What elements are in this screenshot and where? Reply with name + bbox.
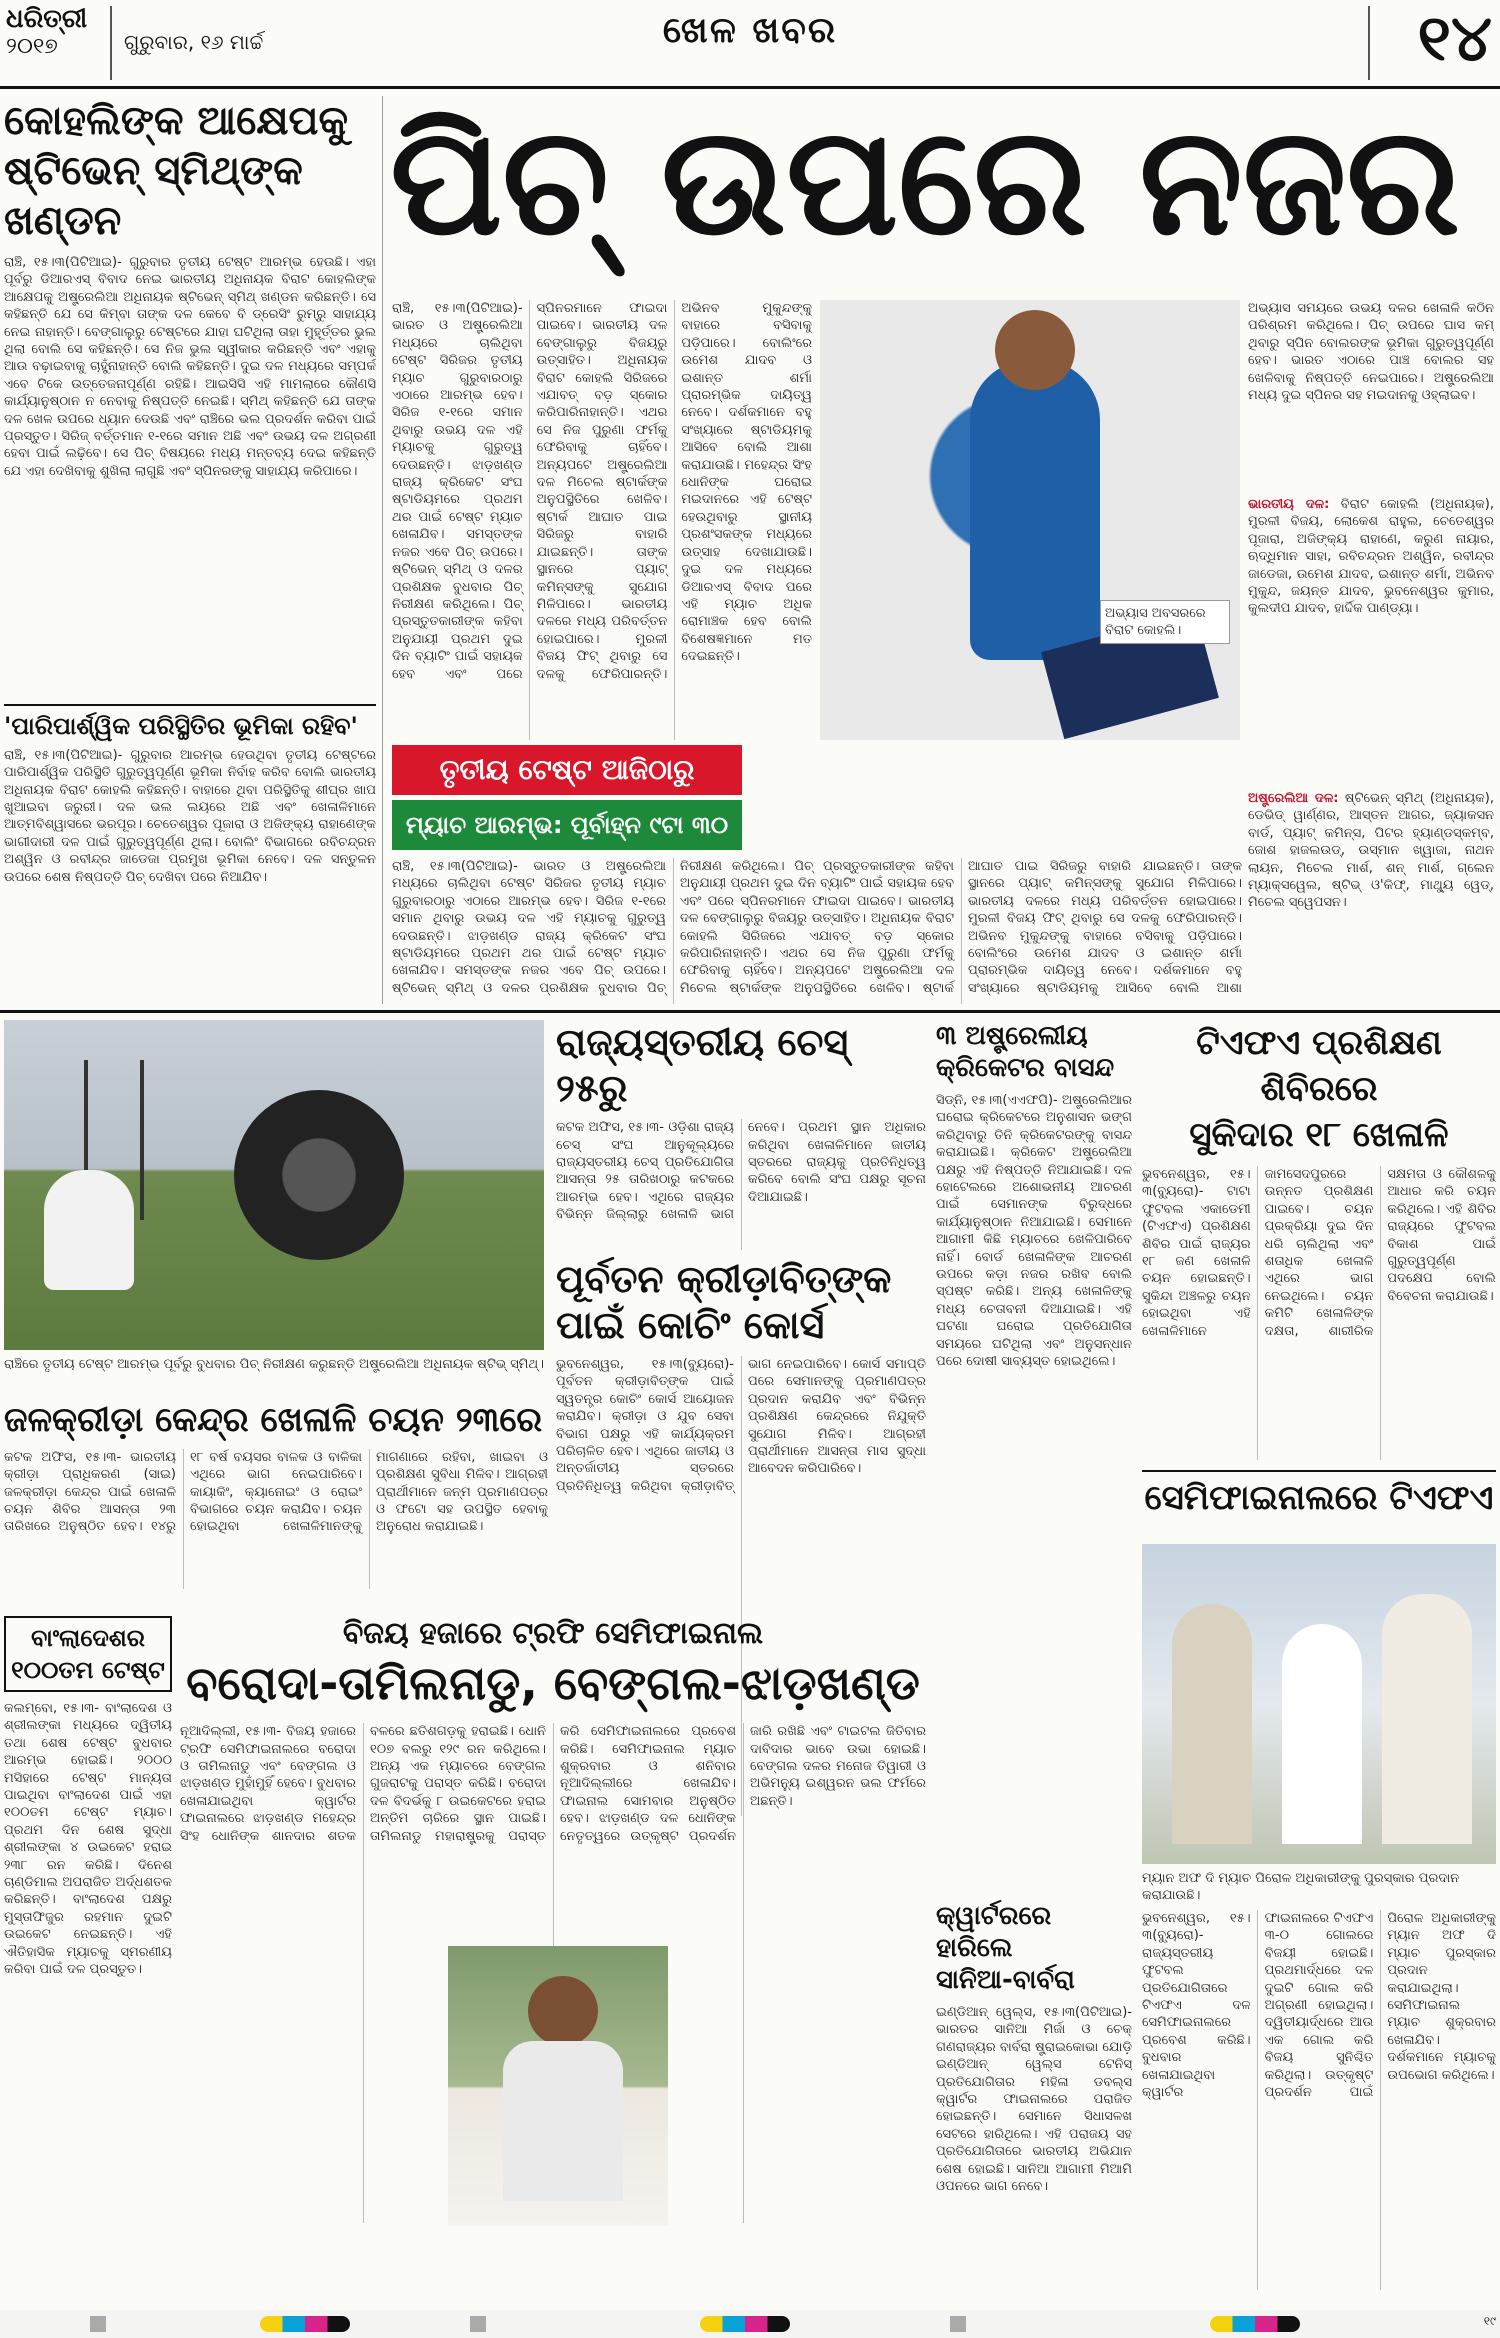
left-column-rule (382, 96, 383, 1004)
masthead-divider-left (110, 6, 112, 80)
semifinal-player-left (1172, 1604, 1252, 1844)
tifa-camp-headline (1142, 1020, 1496, 1158)
vijay-hazare-headline: ବରୋଦା-ତାମିଲନାଡୁ, ବେଙ୍ଗଲ-ଝାଡ଼ଖଣ୍ଡ (186, 1656, 920, 1710)
semifinal-player-center (1282, 1624, 1362, 1844)
tifa-camp-headline-line1: ଟିଏଫଏ ପ୍ରଶିକ୍ଷଣ ଶିବିରରେ (1196, 1023, 1442, 1109)
semifinal-headline: ସେମିଫାଇନାଲରେ ଟିଏଫଏ (1142, 1470, 1496, 1519)
newspaper-name: ଧରିତ୍ରୀ (6, 4, 88, 34)
kohli-smith-story (4, 96, 376, 1008)
vijay-hazare-story (180, 1616, 926, 2300)
page-number: ୧୪ (1417, 2, 1492, 76)
semifinal-body: ଭୁବନେଶ୍ୱର, ୧୫।୩(ବ୍ୟୁରୋ)- ରାଜ୍ୟସ୍ତରୀୟ ଫୁଟବଲ ପ୍ରତିଯୋଗିତାରେ ଟିଏଫଏ ଦଳ ସେମିଫାଇନାଲରେ ପ୍ରବେଶ କରିଛି। ବୁଧବାର ଖେଳାଯାଇଥିବା କ୍ୱାର୍ଟର ଫାଇନାଲରେ ଟିଏଫଏ ୩-୦ ଗୋଲରେ ବିଜୟୀ ହୋଇଛି। ପ୍ରଥମାର୍ଦ୍ଧରେ ଦଳ ଦୁଇଟି ଗୋଲ କରି ଅଗ୍ରଣୀ ହୋଇଥିଲା। ଦ୍ୱିତୀୟାର୍ଦ୍ଧରେ ଆଉ ଏକ ଗୋଲ କରି ବିଜୟ ସୁନିଶ୍ଚିତ କରିଥିଲା। ଉତ୍କୃଷ୍ଟ ପ୍ରଦର୍ଶନ ପାଇଁ ପିରୋଳ ଅଧିକାରୀଙ୍କୁ ମ୍ୟାନ ଅଫ ଦି ମ୍ୟାଚ ପୁରସ୍କାର ପ୍ରଦାନ କରାଯାଇଥିଲା। ସେମିଫାଇନାଲ ମ୍ୟାଚ ଶୁକ୍ରବାର ଖେଳାଯିବ। ଦର୍ଶକମାନେ ମ୍ୟାଚକୁ ଉପଭୋଗ କରିଥିଲେ। (1142, 1911, 1496, 2101)
bangladesh-headline-line2: ୧୦୦ତମ ଟେଷ୍ଟ (11, 1656, 165, 1684)
coaching-body: ଭୁବନେଶ୍ୱର, ୧୫।୩(ବ୍ୟୁରୋ)- ପୂର୍ବତନ କ୍ରୀଡ଼ାବିତ୍‌ଙ୍କ ପାଇଁ ସ୍ୱତନ୍ତ୍ର କୋଚିଂ କୋର୍ସ ଆୟୋଜନ କରାଯିବ। କ୍ରୀଡ଼ା ଓ ଯୁବ ସେବା ବିଭାଗ ପକ୍ଷରୁ ଏହି କାର୍ଯ୍ୟକ୍ରମ ପରିଚାଳିତ ହେବ। ଏଥିରେ ଜାତୀୟ ଓ ଅନ୍ତର୍ଜାତୀୟ ସ୍ତରରେ ପ୍ରତିନିଧିତ୍ୱ କରିଥିବା କ୍ରୀଡ଼ାବିତ୍ ଭାଗ ନେଇପାରିବେ। କୋର୍ସ ସମାପ୍ତି ପରେ ସେମାନଙ୍କୁ ପ୍ରମାଣପତ୍ର ପ୍ରଦାନ କରାଯିବ ଏବଂ ବିଭିନ୍ନ ପ୍ରଶିକ୍ଷଣ କେନ୍ଦ୍ରରେ ନିଯୁକ୍ତି ସୁଯୋଗ ମିଳିବ। ଆଗ୍ରହୀ ପ୍ରାର୍ଥୀମାନେ ଆସନ୍ତା ମାସ ସୁଦ୍ଧା ଆବେଦନ କରିପାରିବେ। (556, 1357, 926, 1494)
aus-squad-label: ଅଷ୍ଟ୍ରେଲିଆ ଦଳ: (1248, 791, 1339, 806)
masthead-rule (0, 86, 1500, 89)
test-banner-green (392, 800, 742, 850)
pitch-photo (4, 1020, 544, 1350)
aus-squad (1248, 790, 1494, 1004)
dhoni-photo (448, 1946, 668, 2226)
kohli-smith-headline-line1: କୋହଲିଙ୍କ ଆକ୍ଷେପକୁ (4, 98, 349, 144)
cricketer-ban-headline (936, 1020, 1132, 1084)
lead-body2: ଅଭ୍ୟାସ ସମୟରେ ଉଭୟ ଦଳର ଖେଳାଳି କଠିନ ପରିଶ୍ରମ କରିଥିଲେ। ପିଚ୍ ଉପରେ ଘାସ କମ୍ ଥିବାରୁ ସ୍ପିନ ବୋଲରଙ୍କ ଭୂମିକା ଗୁରୁତ୍ୱପୂର୍ଣ୍ଣ ହେବ। ଭାରତ ଏଠାରେ ପାଞ୍ଚ ବୋଲର ସହ ଖେଳିବାକୁ ନିଷ୍ପତ୍ତି ନେଇପାରେ। ଅଷ୍ଟ୍ରେଲିଆ ମଧ୍ୟ ଦୁଇ ସ୍ପିନର ସହ ମଇଦାନକୁ ଓହ୍ଲାଇବ। (1248, 301, 1494, 404)
tifa-camp-headline-line2: ସୁକିଦାର ୧୮ ଖେଳାଳି (1189, 1115, 1449, 1155)
coaching-headline-line1: ପୂର୍ବତନ କ୍ରୀଡ଼ାବିତ୍‌ଙ୍କ (556, 1257, 892, 1301)
bangladesh-headline (4, 1616, 172, 1692)
semifinal-photo-caption: ମ୍ୟାନ ଅଫ ଦି ମ୍ୟାଚ ପିରୋଳ ଅଧିକାରୀଙ୍କୁ ପୁରସ୍କାର ପ୍ରଦାନ କରାଯାଉଛି। (1142, 1871, 1460, 1903)
masthead-left (6, 4, 106, 84)
kohli-figure (970, 360, 1100, 660)
sania-story (936, 1900, 1132, 2300)
kohli-smith-headline-line2: ଷ୍ଟିଭେନ୍ ସ୍ମିଥ୍‌ଙ୍କ ଖଣ୍ଡନ (4, 148, 303, 244)
sania-headline (936, 1900, 1132, 1996)
issue-date: ଗୁରୁବାର, ୧୬ ମାର୍ଚ୍ଚ (124, 30, 264, 54)
coaching-headline-line2: ପାଇଁ କୋଚିଂ କୋର୍ସ (556, 1303, 825, 1347)
chess-headline: ରାଜ୍ୟସ୍ତରୀୟ ଚେସ୍ ୨୫ରୁ (556, 1020, 849, 1110)
newspaper-year: ୨୦୧୭ (6, 34, 58, 59)
cricketer-ban-headline-line2: କ୍ରିକେଟର ବାସନ୍ଦ (936, 1053, 1115, 1083)
aus-squad-list: ଷ୍ଟିଭେନ୍ ସ୍ମିଥ୍ (ଅଧିନାୟକ), ଡେଭିଡ୍ ୱାର୍ଣ୍ଣର, ଆସ୍ତନ ଆଗର, ଜ୍ୟାକସନ ବାର୍ଡ, ପ୍ୟାଟ୍ କମିନ୍ସ, ପିଟର ହ୍ୟାଣ୍ଡସ୍କମ୍ବ, ଜୋଶ ହାଜଲଉଡ୍, ଉସ୍ମାନ ଖ୍ୱାଜା, ନାଥନ ଲାୟନ, ମିଚେଲ ମାର୍ଶ, ଶନ୍ ମାର୍ଶ, ଗ୍ଲେନ ମ୍ୟାକ୍ସୱେଲ, ଷ୍ଟିଭ୍ ଓ'କିଫ୍, ମାଥ୍ୟୁ ୱେଡ୍, ମିଚେଲ ସ୍ୱେପସନ। (1248, 791, 1494, 911)
kohli-head (995, 310, 1075, 390)
footer-gray-block-1 (90, 2316, 106, 2332)
roller-shape (234, 1090, 404, 1260)
semifinal-story (1142, 1470, 1496, 2300)
kohli-smith-body2: ରାଞ୍ଚି, ୧୫।୩(ପିଟିଆଇ)- ଗୁରୁବାର ଆରମ୍ଭ ହେଉଥିବା ତୃତୀୟ ଟେଷ୍ଟରେ ପାରିପାର୍ଶ୍ୱିକ ପରିସ୍ଥିତି ଗୁରୁତ୍ୱପୂର୍ଣ୍ଣ ଭୂମିକା ନିର୍ବାହ କରିବ ବୋଲି ଭାରତୀୟ ଅଧିନାୟକ ବିରାଟ କୋହଲି କହିଛନ୍ତି। ବାହାରେ ଥିବା ପରିସ୍ଥିତିକୁ ଶୀଘ୍ର ଖାପ ଖୁଆଇବା ଜରୁରୀ। ଦଳ ଭଲ ଲୟରେ ଅଛି ଏବଂ ଖେଳାଳିମାନେ ଆତ୍ମବିଶ୍ୱାସରେ ଭରପୂର। ଚେତେଶ୍ୱର ପୂଜାରା ଓ ଅଜିଙ୍କ୍ୟ ରାହାଣେଙ୍କ ଭାଗୀଦାରୀ ଦଳ ପାଇଁ ଗୁରୁତ୍ୱପୂର୍ଣ୍ଣ ଥିଲା। ବୋଲିଂ ବିଭାଗରେ ରବିଚନ୍ଦ୍ରନ ଅଶ୍ୱିନ ଓ ରବୀନ୍ଦ୍ର ଜାଡେଜା ପ୍ରମୁଖ ଭୂମିକା ନେବେ। ଦଳ ସନ୍ତୁଳନ ଉପରେ ଶେଷ ନିଷ୍ପତ୍ତି ପିଚ୍ ଦେଖିବା ପରେ ନିଆଯିବ। (4, 747, 376, 885)
semifinal-player-right (1382, 1594, 1472, 1844)
bangladesh-body: କଲମ୍ବୋ, ୧୫।୩- ବାଂଲାଦେଶ ଓ ଶ୍ରୀଲଙ୍କା ମଧ୍ୟରେ ଦ୍ୱିତୀୟ ତଥା ଶେଷ ଟେଷ୍ଟ ବୁଧବାର ଆରମ୍ଭ ହୋଇଛି। ୨୦୦୦ ମସିହାରେ ଟେଷ୍ଟ ମାନ୍ୟତା ପାଇଥିବା ବାଂଲାଦେଶ ପାଇଁ ଏହା ୧୦୦ତମ ଟେଷ୍ଟ ମ୍ୟାଚ। ପ୍ରଥମ ଦିନ ଶେଷ ସୁଦ୍ଧା ଶ୍ରୀଲଙ୍କା ୪ ଉଇକେଟ ହରାଇ ୨୩୮ ରନ କରିଛି। ଦିନେଶ ଚାଣ୍ଡିମାଲ ଅପରାଜିତ ଅର୍ଦ୍ଧଶତକ କରିଛନ୍ତି। ବାଂଲାଦେଶ ପକ୍ଷରୁ ମୁସ୍ତାଫିଜୁର ରହମାନ ଦୁଇଟି ଉଇକେଟ ନେଇଛନ୍ତି। ଏହି ଐତିହାସିକ ମ୍ୟାଚକୁ ସ୍ମରଣୀୟ କରିବା ପାଇଁ ଦଳ ପ୍ରସ୍ତୁତ। (4, 1701, 172, 1978)
section-title: ଖେଳ ଖବର (662, 10, 838, 51)
dhoni-body (503, 2041, 623, 2201)
water-sports-body: କଟକ ଅଫିସ, ୧୫।୩- ଭାରତୀୟ କ୍ରୀଡ଼ା ପ୍ରାଧିକରଣ (ସାଇ) ଜଳକ୍ରୀଡ଼ା କେନ୍ଦ୍ର ପାଇଁ ଖେଳାଳି ଚୟନ ଶିବିର ଆସନ୍ତା ୨୩ ତାରିଖରେ ଅନୁଷ୍ଠିତ ହେବ। ୧୪ରୁ ୧୮ ବର୍ଷ ବୟସର ବାଳକ ଓ ବାଳିକା ଏଥିରେ ଭାଗ ନେଇପାରିବେ। କାୟାକିଂ, କ୍ୟାନୋଇଂ ଓ ରୋଇଂ ବିଭାଗରେ ଚୟନ କରାଯିବ। ଚୟନ ହୋଇଥିବା ଖେଳାଳିମାନଙ୍କୁ ମାଗଣାରେ ରହିବା, ଖାଇବା ଓ ପ୍ରଶିକ୍ଷଣ ସୁବିଧା ମିଳିବ। ଆଗ୍ରହୀ ପ୍ରାର୍ଥୀମାନେ ଜନ୍ମ ପ୍ରମାଣପତ୍ର ଓ ଫଟୋ ସହ ଉପସ୍ଥିତ ହେବାକୁ ଅନୁରୋଧ କରାଯାଇଛି। (4, 1449, 548, 1535)
tifa-camp-story (1142, 1020, 1496, 1460)
sania-headline-line1: କ୍ୱାର୍ଟରରେ ହାରିଲେ (936, 1901, 1052, 1963)
cricketer-ban-headline-line1: ୩ ଅଷ୍ଟ୍ରେଲୀୟ (936, 1021, 1088, 1051)
kohli-photo (820, 300, 1240, 740)
test-banner-green-text: ମ୍ୟାଚ ଆରମ୍ଭ: ପୂର୍ବାହ୍ନ ୯ଟା ୩୦ (405, 811, 729, 839)
footer-gray-block-2 (470, 2316, 486, 2332)
masthead (0, 0, 1500, 88)
kohli-smith-headline (4, 96, 376, 246)
bangladesh-headline-line1: ବାଂଲାଦେଶର (31, 1624, 145, 1652)
footer-gray-block-3 (950, 2316, 966, 2332)
bangladesh-story (4, 1616, 172, 2300)
footer-page-mark: ୧୯ (1483, 2314, 1496, 2328)
cricketer-ban-story (936, 1020, 1132, 1900)
india-squad-list: ବିରାଟ କୋହଲି (ଅଧିନାୟକ), ମୁରଳୀ ବିଜୟ, ଲୋକେଶ ରାହୁଲ, ଚେତେଶ୍ୱର ପୂଜାରା, ଅଜିଙ୍କ୍ୟ ରାହାଣେ, କରୁଣ ନାୟାର, ଋଦ୍ଧିମାନ ସାହା, ରବିଚନ୍ଦ୍ରନ ଅଶ୍ୱିନ, ରବୀନ୍ଦ୍ର ଜାଡେଜା, ଉମେଶ ଯାଦବ, ଇଶାନ୍ତ ଶର୍ମା, ଅଭିନବ ମୁକୁନ୍ଦ, ଜୟନ୍ତ ଯାଦବ, ଭୁବନେଶ୍ୱର କୁମାର, କୁଲଦୀପ ଯାଦବ, ହାର୍ଦ୍ଦିକ ପାଣ୍ଡ୍ୟା। (1248, 497, 1494, 617)
dhoni-head (528, 1976, 598, 2046)
sania-headline-line2: ସାନିଆ-ବାର୍ବରା (936, 1965, 1075, 1995)
lead-body: ରାଞ୍ଚି, ୧୫।୩(ପିଟିଆଇ)- ଭାରତ ଓ ଅଷ୍ଟ୍ରେଲିଆ ମଧ୍ୟରେ ଚାଲିଥିବା ଟେଷ୍ଟ ସିରିଜର ତୃତୀୟ ମ୍ୟାଚ ଗୁରୁବାରଠାରୁ ଏଠାରେ ଆରମ୍ଭ ହେବ। ସିରିଜ ୧-୧ରେ ସମାନ ଥିବାରୁ ଉଭୟ ଦଳ ଏହି ମ୍ୟାଚକୁ ଗୁରୁତ୍ୱ ଦେଉଛନ୍ତି। ଝାଡ଼ଖଣ୍ଡ ରାଜ୍ୟ କ୍ରିକେଟ ସଂଘ ଷ୍ଟାଡିୟମରେ ପ୍ରଥମ ଥର ପାଇଁ ଟେଷ୍ଟ ମ୍ୟାଚ ଖେଳାଯିବ। ସମସ୍ତଙ୍କ ନଜର ଏବେ ପିଚ୍ ଉପରେ। ଷ୍ଟିଭେନ୍ ସ୍ମିଥ୍ ଓ ଦଳର ପ୍ରଶିକ୍ଷକ ବୁଧବାର ପିଚ୍ ନିରୀକ୍ଷଣ କରିଥିଲେ। ପିଚ୍ ପ୍ରସ୍ତୁତକାରୀଙ୍କ କହିବା ଅନୁଯାୟୀ ପ୍ରଥମ ଦୁଇ ଦିନ ବ୍ୟାଟିଂ ପାଇଁ ସହାୟକ ହେବ ଏବଂ ପରେ ସ୍ପିନରମାନେ ଫାଇଦା ପାଇବେ। ଭାରତୀୟ ଦଳ ବେଙ୍ଗାଲୁରୁ ବିଜୟରୁ ଉତ୍ସାହିତ। ଅଧିନାୟକ ବିରାଟ କୋହଲି ସିରିଜରେ ଏଯାବତ୍ ବଡ଼ ସ୍କୋର କରିପାରିନାହାନ୍ତି। ଏଥର ସେ ନିଜ ପୁରୁଣା ଫର୍ମକୁ ଫେରିବାକୁ ଚାହିଁବେ। ଅନ୍ୟପଟେ ଅଷ୍ଟ୍ରେଲିଆ ଦଳ ମିଚେଲ ଷ୍ଟାର୍କଙ୍କ ଅନୁପସ୍ଥିତିରେ ଖେଳିବ। ଷ୍ଟାର୍କ ଆଘାତ ପାଇ ସିରିଜରୁ ବାହାରି ଯାଇଛନ୍ତି। ତାଙ୍କ ସ୍ଥାନରେ ପ୍ୟାଟ୍ କମିନ୍ସଙ୍କୁ ସୁଯୋଗ ମିଳିପାରେ। ଭାରତୀୟ ଦଳରେ ମଧ୍ୟ ପରିବର୍ତ୍ତନ ହୋଇପାରେ। ମୁରଳୀ ବିଜୟ ଫିଟ୍ ଥିବାରୁ ସେ ଦଳକୁ ଫେରିପାରନ୍ତି। ଅଭିନବ ମୁକୁନ୍ଦଙ୍କୁ ବାହାରେ ବସିବାକୁ ପଡ଼ିପାରେ। ବୋଲିଂରେ ଉମେଶ ଯାଦବ ଓ ଇଶାନ୍ତ ଶର୍ମା ପ୍ରାରମ୍ଭିକ ଦାୟିତ୍ୱ ନେବେ। ଦର୍ଶକମାନେ ବହୁ ସଂଖ୍ୟାରେ ଷ୍ଟାଡିୟମକୁ ଆସିବେ ବୋଲି ଆଶା କରାଯାଉଛି। ମହେନ୍ଦ୍ର ସିଂହ ଧୋନିଙ୍କ ଘରୋଇ ମଇଦାନରେ ଏହି ଟେଷ୍ଟ ହେଉଥିବାରୁ ସ୍ଥାନୀୟ ପ୍ରଶଂସକଙ୍କ ମଧ୍ୟରେ ଉତ୍ସାହ ଦେଖାଯାଉଛି। ଦୁଇ ଦଳ ମଧ୍ୟରେ ଡିଆରଏସ୍ ବିବାଦ ପରେ ଏହି ମ୍ୟାଚ ଅଧିକ ରୋମାଞ୍ଚକ ହେବ ବୋଲି ବିଶେଷଜ୍ଞମାନେ ମତ ଦେଇଛନ୍ତି। (392, 301, 812, 682)
footer-color-dots-3 (1210, 2316, 1300, 2332)
water-sports-headline: ଜଳକ୍ରୀଡ଼ା କେନ୍ଦ୍ର ଖେଳାଳି ଚୟନ ୨୩ରେ (4, 1400, 543, 1440)
lead-headline: ପିଚ୍ ଉପରେ ନଜର (390, 96, 1460, 269)
footer-registration-bar (0, 2310, 1500, 2338)
vijay-hazare-kicker: ବିଜୟ ହଜାରେ ଟ୍ରଫି ସେମିଫାଇନାଲ (342, 1616, 764, 1651)
pitch-photo-caption: ରାଞ୍ଚିରେ ତୃତୀୟ ଟେଷ୍ଟ ଆରମ୍ଭ ପୂର୍ବରୁ ବୁଧବାର ପିଚ୍ ନିରୀକ୍ଷଣ କରୁଛନ୍ତି ଅଷ୍ଟ୍ରେଲିଆ ଅଧିନାୟକ ଷ୍ଟିଭ୍ ସ୍ମିଥ୍। (4, 1357, 544, 1372)
test-banner-red (392, 745, 742, 795)
kohli-smith-subhead: 'ପାରିପାର୍ଶ୍ୱିକ ପରିସ୍ଥିତିର ଭୂମିକା ରହିବ' (4, 704, 376, 741)
lead-body-continued: ରାଞ୍ଚି, ୧୫।୩(ପିଟିଆଇ)- ଭାରତ ଓ ଅଷ୍ଟ୍ରେଲିଆ ମଧ୍ୟରେ ଚାଲିଥିବା ଟେଷ୍ଟ ସିରିଜର ତୃତୀୟ ମ୍ୟାଚ ଗୁରୁବାରଠାରୁ ଏଠାରେ ଆରମ୍ଭ ହେବ। ସିରିଜ ୧-୧ରେ ସମାନ ଥିବାରୁ ଉଭୟ ଦଳ ଏହି ମ୍ୟାଚକୁ ଗୁରୁତ୍ୱ ଦେଉଛନ୍ତି। ଝାଡ଼ଖଣ୍ଡ ରାଜ୍ୟ କ୍ରିକେଟ ସଂଘ ଷ୍ଟାଡିୟମରେ ପ୍ରଥମ ଥର ପାଇଁ ଟେଷ୍ଟ ମ୍ୟାଚ ଖେଳାଯିବ। ସମସ୍ତଙ୍କ ନଜର ଏବେ ପିଚ୍ ଉପରେ। ଷ୍ଟିଭେନ୍ ସ୍ମିଥ୍ ଓ ଦଳର ପ୍ରଶିକ୍ଷକ ବୁଧବାର ପିଚ୍ ନିରୀକ୍ଷଣ କରିଥିଲେ। ପିଚ୍ ପ୍ରସ୍ତୁତକାରୀଙ୍କ କହିବା ଅନୁଯାୟୀ ପ୍ରଥମ ଦୁଇ ଦିନ ବ୍ୟାଟିଂ ପାଇଁ ସହାୟକ ହେବ ଏବଂ ପରେ ସ୍ପିନରମାନେ ଫାଇଦା ପାଇବେ। ଭାରତୀୟ ଦଳ ବେଙ୍ଗାଲୁରୁ ବିଜୟରୁ ଉତ୍ସାହିତ। ଅଧିନାୟକ ବିରାଟ କୋହଲି ସିରିଜରେ ଏଯାବତ୍ ବଡ଼ ସ୍କୋର କରିପାରିନାହାନ୍ତି। ଏଥର ସେ ନିଜ ପୁରୁଣା ଫର୍ମକୁ ଫେରିବାକୁ ଚାହିଁବେ। ଅନ୍ୟପଟେ ଅଷ୍ଟ୍ରେଲିଆ ଦଳ ମିଚେଲ ଷ୍ଟାର୍କଙ୍କ ଅନୁପସ୍ଥିତିରେ ଖେଳିବ। ଷ୍ଟାର୍କ ଆଘାତ ପାଇ ସିରିଜରୁ ବାହାରି ଯାଇଛନ୍ତି। ତାଙ୍କ ସ୍ଥାନରେ ପ୍ୟାଟ୍ କମିନ୍ସଙ୍କୁ ସୁଯୋଗ ମିଳିପାରେ। ଭାରତୀୟ ଦଳରେ ମଧ୍ୟ ପରିବର୍ତ୍ତନ ହୋଇପାରେ। ମୁରଳୀ ବିଜୟ ଫିଟ୍ ଥିବାରୁ ସେ ଦଳକୁ ଫେରିପାରନ୍ତି। ଅଭିନବ ମୁକୁନ୍ଦଙ୍କୁ ବାହାରେ ବସିବାକୁ ପଡ଼ିପାରେ। ବୋଲିଂରେ ଉମେଶ ଯାଦବ ଓ ଇଶାନ୍ତ ଶର୍ମା ପ୍ରାରମ୍ଭିକ ଦାୟିତ୍ୱ ନେବେ। ଦର୍ଶକମାନେ ବହୁ ସଂଖ୍ୟାରେ ଷ୍ଟାଡିୟମକୁ ଆସିବେ ବୋଲି ଆଶା (392, 859, 1242, 996)
sania-body: ଇଣ୍ଡିଆନ୍ ୱେଲ୍ସ, ୧୫।୩(ପିଟିଆଇ)- ଭାରତର ସାନିଆ ମିର୍ଜା ଓ ଚେକ୍ ଗଣରାଜ୍ୟର ବାର୍ବରା ଷ୍ଟ୍ରାଇକୋଭା ଯୋଡ଼ି ଇଣ୍ଡିଆନ୍ ୱେଲ୍ସ ଟେନିସ୍ ପ୍ରତିଯୋଗିତାର ମହିଳା ଡବଲ୍ସ କ୍ୱାର୍ଟର ଫାଇନାଲରେ ପରାଜିତ ହୋଇଛନ୍ତି। ସେମାନେ ସିଧାସଳଖ ସେଟରେ ହାରିଥିଲେ। ଏହି ପରାଜୟ ସହ ପ୍ରତିଯୋଗିତାରେ ଭାରତୀୟ ଅଭିଯାନ ଶେଷ ହୋଇଛି। ସାନିଆ ଆଗାମୀ ମିଆମି ଓପନରେ ଭାଗ ନେବେ। (936, 2005, 1132, 2195)
india-squad (1248, 496, 1494, 786)
top-section-rule (0, 1010, 1500, 1013)
chess-body: କଟକ ଅଫିସ, ୧୫।୩- ଓଡ଼ିଶା ରାଜ୍ୟ ଚେସ୍ ସଂଘ ଆନୁକୂଲ୍ୟରେ ରାଜ୍ୟସ୍ତରୀୟ ଚେସ୍ ପ୍ରତିଯୋଗିତା ଆସନ୍ତା ୨୫ ତାରିଖଠାରୁ କଟକରେ ଆରମ୍ଭ ହେବ। ଏଥିରେ ରାଜ୍ୟର ବିଭିନ୍ନ ଜିଲ୍ଲାରୁ ଖେଳାଳି ଭାଗ ନେବେ। ପ୍ରଥମ ସ୍ଥାନ ଅଧିକାର କରିଥିବା ଖେଳାଳିମାନେ ଜାତୀୟ ସ୍ତରରେ ରାଜ୍ୟକୁ ପ୍ରତିନିଧିତ୍ୱ କରିବେ ବୋଲି ସଂଘ ପକ୍ଷରୁ ସୂଚନା ଦିଆଯାଇଛି। (556, 1120, 926, 1223)
player-figure (44, 1170, 134, 1290)
cricketer-ban-body: ସିଡ୍‌ନି, ୧୫।୩(ଏଏଫପି)- ଅଷ୍ଟ୍ରେଲିଆର ଘରୋଇ କ୍ରିକେଟରେ ଅନୁଶାସନ ଭଙ୍ଗ କରିଥିବାରୁ ତିନି କ୍ରିକେଟରଙ୍କୁ ବାସନ୍ଦ କରାଯାଇଛି। କ୍ରିକେଟ ଅଷ୍ଟ୍ରେଲିଆ ପକ୍ଷରୁ ଏହି ନିଷ୍ପତ୍ତି ନିଆଯାଇଛି। ଦଳ ହୋଟେଲରେ ଅଶୋଭନୀୟ ଆଚରଣ ପାଇଁ ସେମାନଙ୍କ ବିରୁଦ୍ଧରେ କାର୍ଯ୍ୟାନୁଷ୍ଠାନ ନିଆଯାଇଛି। ସେମାନେ ଆଗାମୀ କିଛି ମ୍ୟାଚରେ ଖେଳିପାରିବେ ନାହିଁ। ବୋର୍ଡ ଖେଳାଳିଙ୍କ ଆଚରଣ ଉପରେ କଡ଼ା ନଜର ରଖିବ ବୋଲି ସ୍ପଷ୍ଟ କରିଛି। ଅନ୍ୟ ଖେଳାଳିଙ୍କୁ ମଧ୍ୟ ଚେତାବନୀ ଦିଆଯାଇଛି। ଏହି ଘଟଣା ଘରୋଇ ପ୍ରତିଯୋଗିତା ସମୟରେ ଘଟିଥିଲା ଏବଂ ଅନୁସନ୍ଧାନ ପରେ ଦୋଷୀ ସାବ୍ୟସ୍ତ ହୋଇଥିଲେ। (936, 1093, 1132, 1370)
footer-color-dots-1 (260, 2316, 350, 2332)
semifinal-photo (1142, 1544, 1496, 1864)
coaching-headline (556, 1256, 926, 1348)
vijay-hazare-body: ନୂଆଦିଲ୍ଲୀ, ୧୫।୩- ବିଜୟ ହଜାରେ ଟ୍ରଫି ସେମିଫାଇନାଲରେ ବରୋଦା ଓ ତାମିଲନାଡୁ ଏବଂ ବେଙ୍ଗଲ ଓ ଝାଡ଼ଖଣ୍ଡ ମୁହାଁମୁହିଁ ହେବେ। ବୁଧବାର ଖେଳାଯାଇଥିବା କ୍ୱାର୍ଟର ଫାଇନାଲରେ ଝାଡ଼ଖଣ୍ଡ ମହେନ୍ଦ୍ର ସିଂହ ଧୋନିଙ୍କ ଶାନଦାର ଶତକ ବଳରେ ଛତିଶଗଡ଼କୁ ହରାଇଛି। ଧୋନି ୧୦୭ ବଲରୁ ୧୨୯ ରନ କରିଥିଲେ। ଅନ୍ୟ ଏକ ମ୍ୟାଚରେ ବେଙ୍ଗଲ ଗୁଜରାଟକୁ ପରାସ୍ତ କରିଛି। ବରୋଦା ଦଳ ବିଦର୍ଭକୁ ୮ ଉଇକେଟରେ ହରାଇ ଅନ୍ତିମ ଚାରିରେ ସ୍ଥାନ ପାଇଛି। ତାମିଲନାଡୁ ମହାରାଷ୍ଟ୍ରକୁ ପରାସ୍ତ କରି ସେମିଫାଇନାଲରେ ପ୍ରବେଶ କରିଛି। ସେମିଫାଇନାଲ ମ୍ୟାଚ ଶୁକ୍ରବାର ଓ ଶନିବାର ନୂଆଦିଲ୍ଲୀରେ ଖେଳାଯିବ। ଫାଇନାଲ ସୋମବାର ଅନୁଷ୍ଠିତ ହେବ। ଝାଡ଼ଖଣ୍ଡ ଦଳ ଧୋନିଙ୍କ ନେତୃତ୍ୱରେ ଉତ୍କୃଷ୍ଟ ପ୍ରଦର୍ଶନ ଜାରି ରଖିଛି ଏବଂ ଟାଇଟଲ ଜିତିବାର ଦାବିଦାର ଭାବେ ଉଭା ହୋଇଛି। ବେଙ୍ଗଲ ଦଳର ମନୋଜ ତିୱାରୀ ଓ ଅଭିମନ୍ୟୁ ଇଶ୍ୱରନ ଭଲ ଫର୍ମରେ ଅଛନ୍ତି। (180, 1724, 926, 1844)
tifa-camp-body: ଭୁବନେଶ୍ୱର, ୧୫।୩(ବ୍ୟୁରୋ)- ଟାଟା ଫୁଟବଲ ଏକାଡେମୀ (ଟିଏଫଏ) ପ୍ରଶିକ୍ଷଣ ଶିବିର ପାଇଁ ରାଜ୍ୟର ୧୮ ଜଣ ଖେଳାଳି ଚୟନ ହୋଇଛନ୍ତି। ସୁକିନ୍ଦା ଅଞ୍ଚଳରୁ ଚୟନ ହୋଇଥିବା ଏହି ଖେଳାଳିମାନେ ଜାମସେଦପୁରରେ ଉନ୍ନତ ପ୍ରଶିକ୍ଷଣ ପାଇବେ। ଚୟନ ପ୍ରକ୍ରିୟା ଦୁଇ ଦିନ ଧରି ଚାଲିଥିଲା ଏବଂ ଶତାଧିକ ଖେଳାଳି ଏଥିରେ ଭାଗ ନେଇଥିଲେ। ଚୟନ କମିଟି ଖେଳାଳିଙ୍କ ଦକ୍ଷତା, ଶାରୀରିକ ସକ୍ଷମତା ଓ କୌଶଳକୁ ଆଧାର କରି ଚୟନ କରିଥିଲେ। ଏହି ଶିବିର ରାଜ୍ୟରେ ଫୁଟବଲ ବିକାଶ ପାଇଁ ଗୁରୁତ୍ୱପୂର୍ଣ୍ଣ ପଦକ୍ଷେପ ବୋଲି ବିବେଚନା କରାଯାଉଛି। (1142, 1167, 1496, 1339)
chess-story (556, 1020, 926, 1250)
footer-color-dots-2 (700, 2316, 790, 2332)
kohli-smith-body: ରାଞ୍ଚି, ୧୫।୩(ପିଟିଆଇ)- ଗୁରୁବାର ତୃତୀୟ ଟେଷ୍ଟ ଆରମ୍ଭ ହେଉଛି। ଏହା ପୂର୍ବରୁ ଡିଆରଏସ୍ ବିବାଦ ନେଇ ଭାରତୀୟ ଅଧିନାୟକ ବିରାଟ କୋହଲିଙ୍କ ଆକ୍ଷେପକୁ ଅଷ୍ଟ୍ରେଲିଆ ଅଧିନାୟକ ଷ୍ଟିଭେନ୍ ସ୍ମିଥ୍ ଖଣ୍ଡନ କରିଛନ୍ତି। ସେ କହିଛନ୍ତି ଯେ ସେ କିମ୍ବା ତାଙ୍କ ଦଳ କେବେ ବି ଡ୍ରେସିଂ ରୁମ୍‌ରୁ ସାହାଯ୍ୟ ନେଇ ନାହାନ୍ତି। ବେଙ୍ଗାଲୁରୁ ଟେଷ୍ଟରେ ଯାହା ଘଟିଥିଲା ତାହା ମୁହୂର୍ତ୍ତର ଭୁଲ ଥିଲା ବୋଲି ସେ କହିଛନ୍ତି। ସେ ନିଜ ଭୁଲ ସ୍ୱୀକାର କରିଛନ୍ତି ଏବଂ ଏହାକୁ ଆଉ ବଢ଼ାଇବାକୁ ଚାହୁଁନାହାନ୍ତି ବୋଲି କହିଛନ୍ତି। ଦୁଇ ଦଳ ମଧ୍ୟରେ ସମ୍ପର୍କ ଏବେ ଟିକେ ଉତ୍ତେଜନାପୂର୍ଣ୍ଣ ରହିଛି। ଆଇସିସି ଏହି ମାମଲାରେ କୌଣସି କାର୍ଯ୍ୟାନୁଷ୍ଠାନ ନ ନେବାକୁ ନିଷ୍ପତ୍ତି ନେଇଛି। ସ୍ମିଥ୍ କହିଛନ୍ତି ଯେ ତାଙ୍କ ଦଳ ଖେଳ ଉପରେ ଧ୍ୟାନ ଦେଉଛି ଏବଂ ରାଞ୍ଚିରେ ଭଲ ପ୍ରଦର୍ଶନ କରିବା ପାଇଁ ପ୍ରସ୍ତୁତ। ସିରିଜ୍ ବର୍ତ୍ତମାନ ୧-୧ରେ ସମାନ ଅଛି ଏବଂ ଉଭୟ ଦଳ ଅଗ୍ରଣୀ ହେବା ପାଇଁ ଲଢ଼ିବେ। ସେ ପିଚ୍ ବିଷୟରେ ମଧ୍ୟ ମନ୍ତବ୍ୟ ଦେଇ କହିଛନ୍ତି ଯେ ଏହା ଦେଖିବାକୁ ଶୁଖିଲା ଲାଗୁଛି ଏବଂ ସ୍ପିନରଙ୍କୁ ସାହାଯ୍ୟ କରିପାରେ। (4, 255, 376, 479)
water-sports-story (4, 1400, 548, 1610)
india-squad-label: ଭାରତୀୟ ଦଳ: (1248, 497, 1330, 512)
test-banner-red-text: ତୃତୀୟ ଟେଷ୍ଟ ଆଜିଠାରୁ (439, 753, 695, 786)
kohli-photo-caption: ଅଭ୍ୟାସ ଅବସରରେ ବିରାଟ କୋହଲି। (1100, 600, 1230, 644)
masthead-divider-right (1368, 6, 1370, 80)
